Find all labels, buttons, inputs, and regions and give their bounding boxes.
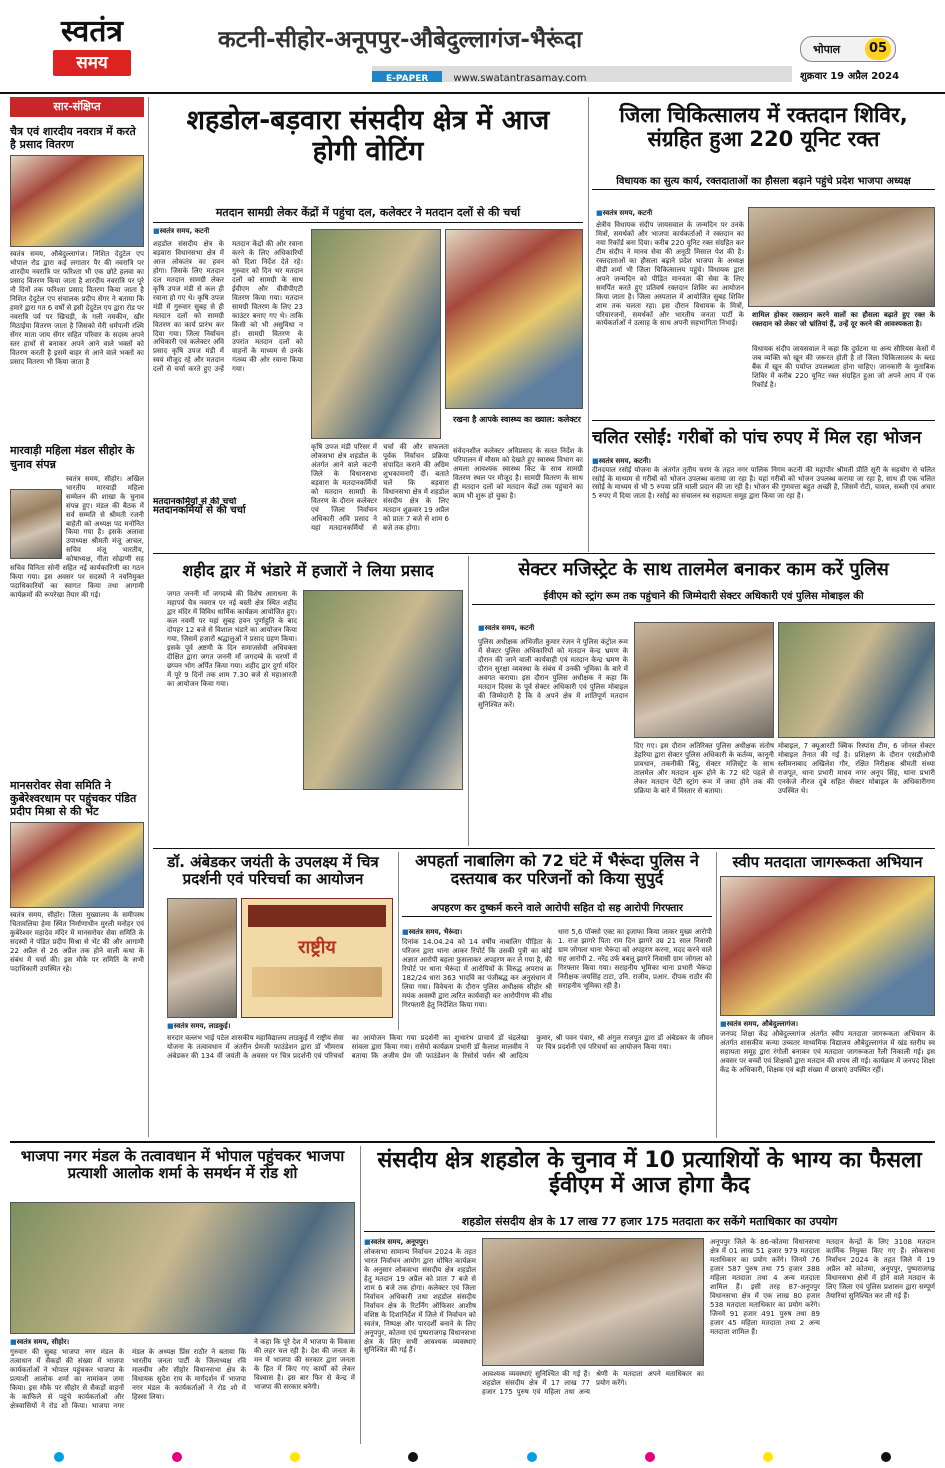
shahdol-subhead: मतदान सामग्री लेकर केंद्रों में पहुंचा दल, कलेक्टर ने मतदान दलों से की चर्चा [153,205,583,223]
sidebar-story1-photo [10,155,144,247]
ambedkar-photo-left [167,898,237,1018]
shahdol-subhead2: मतदानकर्मियों से की चर्चा [153,505,246,516]
blood-story [592,97,935,415]
sidebar-story1-body: स्वतंत्र समय, औबेदुल्लागंज। निशित देदुटेल एप भोपाल रोड द्वारा कई लगातार पैर की नवरात्रि पर शारदीय नवरात्रि पर फरिश्ता भी एक छोटे हलवा का प्रसाद वितरण किया जाता है शारदीय नवरात्रि पर पूरे नौ दिनों तक फरिश्ता प्रसाद वितरण किया जाता है निशित देदुटेल एप संचालक प्रदीप सेंगर ने बताया कि हमारे द्वारा गत 6 वर्षों से इसी देदुटेल एप द्वारा रोड पर नवरात्रि पर्व पर खिचड़ी, के गली नमकीन, खीर मिठाईया वितरण जाता है जिसको मेरी धर्मपत्नी रश्मि सेंगर माता जाय सेंगर सहित परिवार के सदस्य अपने स्तर हाथों से बनाकर अपने आने वाले भक्तों को वितरण करती है इसमें बाहर से आने वाले भक्तों का प्रसाद वितरण भी किया जाता है [10,250,144,366]
sidebar-divider [148,97,149,1137]
masthead-towns: कटनी-सीहोर-अनूपपुर-औबेदुल्लागंज-भैरूंदा [218,27,583,53]
shaheed-body: जगत जननी माँ जगदम्बे की विशेष आराधना के महापर्व चैत्र नवरात्र पर नई बस्ती क्षेत्र स्थित शहीद द्वार मंदिर में विविध धार्मिक कार्यक्रम आयोजित हुए। कल नवमी पर यहां सुबह हवन पूर्णाहुति के बाद दोपहर 12 बजे से विशाल भंडारे का आयोजन किया गया, जिसमें हजारों श्रद्धालुओं ने प्रसाद ग्रहण किया। इसके पूर्व अष्टमी के दिन समाजसेवी अधिवक्ता दीक्षित द्वारा जगत जननी माँ जगदम्बे के चरणों में छप्पन भोग अर्पित किया गया। शहीद द्वार दुर्गा मंदिर में पूरे 9 दिनों तक शाम 7.30 बजे से महाआरती का आयोजन किया गया। [167,590,297,688]
apahrit-headline: अपहर्ता नाबालिग को 72 घंटे में भैरूंदा पुलिस ने दस्तयाब कर परिजनों को किया सुपुर्द [415,852,699,889]
col-divider-3 [398,852,399,1030]
sweep-body: जनपद शिक्षा केंद्र औबेदुल्लागंज अंतर्गत स्वीप मतदाता जागरूकता अभियान के अंतर्गत शासकीय कन्या उच्चतर माध्यमिक विद्यालय औबेदुल्लागंज में खंड स्तरीय स्व सहायता समूह द्वारा रंगोली बनाकर एवं मतदाता जागरूकता रैली निकाली गई। इस अवसर पर बच्चों एवं शिक्षकों द्वारा मतदान की शपथ ली गई। कार्यक्रम में जनपद शिक्षा केंद्र के अधिकारी, शिक्षक एवं बड़ी संख्या में छात्राएं उपस्थित रहीं। [720,1030,935,1074]
sector-photo-left [634,622,774,738]
bhajpa-headline: भाजपा नगर मंडल के तत्वावधान में भोपाल पहुंचकर भाजपा प्रत्याशी आलोक शर्मा के समर्थन में रोड शो [20,1147,345,1183]
website-url: www.swatantrasamay.com [453,73,587,82]
print-color-bar [0,1452,945,1462]
sector-subhead: ईवीएम को स्ट्रांग रूम तक पहुंचाने की जिम्मेदारी सेक्टर अधिकारी एवं पुलिस मोबाइल की [472,588,935,605]
shahdol-photo-left [311,229,441,439]
sector-byline: ■ स्वतंत्र समय, कटनी [478,624,534,633]
shahdol-photo-right [445,229,583,409]
ambedkar-poster [241,898,393,1018]
sweep-byline: ■ स्वतंत्र समय, औबेदुल्लागंज। [720,1020,798,1029]
bhajpa-body2: ने कहा कि पूरे देश में भाजपा के विकास की लहर चल रही है। देश की जनता के मन में भाजपा की सरकार द्वारा जनता के हित में किए गए कार्यों को लेकर विश्वास है। इस बार फिर से केन्द्र में भाजपा की सरकार बनेगी। [254,1338,355,1391]
row-rule-1 [153,553,935,554]
ambedkar-byline: ■ स्वतंत्र समय, लाडकुई। [167,1022,230,1031]
shaheed-story [153,556,463,846]
row-rule-3 [10,1141,935,1143]
blood-body2: विधायक संदीप जायसवाल ने कहा कि दुर्घटना या अन्य सीरियस केसों में जब व्यक्ति को खून की जरूरत होती है तो जिला चिकित्सालय के ब्लड बैंक में खून की पर्याप्त उपलब्धता होना चाहिए। जानकारी के मुताबिक शिविर में करीब 220 यूनिट रक्त संग्रहित हुआ जो अपने आप में एक रिकॉर्ड है। [752,345,935,389]
rasoi-body: दीनदयाल रसोई योजना के अंतर्गत तृतीय चरण के तहत नगर पालिक निगम कटनी की महापौर श्रीमती प्रीति सूरी के सहयोग से चलित रसोई के माध्यम से गरीबों को भोजन उपलब्ध कराया जा रहा है। यहां गरीबों को भोजन उपलब्ध कराया जा रहा है, साथ ही एक चलित रसोई के माध्यम से भी 5 रुपया प्रति थाली प्रदान की जा रही है। भोजन की गुणवत्ता बहुत अच्छी है, जिसमें रोटी, चावल, सब्जी एवं अचार 5 रुपए में दिया जाता है। रसोई का संचालन स्व सहायता समूह द्वारा किया जा रहा है। [592,465,935,501]
masthead [0,0,945,92]
shaheed-photo [303,590,463,790]
sidebar-story2-headline: मारवाड़ी महिला मंडल सीहोर के चुनाव संपन्न [10,444,135,471]
shahdol-body2: कृषि उपज मंडी परिसर में लोकसभा क्षेत्र शहडोल के अंतर्गत आने वाले कटनी जिले के विधानसभा बड़वारा के मतदानकर्मियों को मतदान सामग्री के वितरण के दौरान कलेक्टर एवं जिला निर्वाचन अधिकारी अवि प्रसाद ने यहां मतदानकर्मियों से चर्चा की और सफलता पूर्वक निर्वाचन प्रक्रिया संपादित कराने की अग्रिम शुभकामनाएँ दीं। बताते चलें कि बड़वारा विधानसभा क्षेत्र में शहडोल संसदीय क्षेत्र के लिए मतदान शुक्रवार 19 अप्रैल को प्रातः 7 बजे से शाम 6 बजे तक होगा। [311,443,449,532]
apahrit-subhead: अपहरण कर दुष्कर्म करने वाले आरोपी सहित दो सह आरोपी गिरफ्तार [402,900,712,917]
blood-headline: जिला चिकित्सालय में रक्तदान शिविर, संग्रहित हुआ 220 यूनिट रक्त [619,103,908,152]
sector-story [472,556,935,846]
blood-subhead: विधायक का सुत्य कार्य, रक्तदाताओं का हौसला बढ़ाने पहुंचे प्रदेश भाजपा अध्यक्ष [592,173,935,190]
candidates-story [364,1146,935,1444]
logo [28,14,156,86]
blood-body: क्षेत्रीय विधायक संदीप जायसवाल के जन्मदिन पर उनके मित्रों, समर्थकों और भाजपा कार्यकर्ताओं ने रक्तदान का नया रिकॉर्ड बना दिया। करीब 220 यूनिट रक्त संग्रहित कर टीम संदीप ने मानव सेवा की अनूठी मिसाल पेश की है। रक्तदाताओं का हौसला बढ़ाने प्रदेश भाजपा के अध्यक्ष वीडी शर्मा भी जिला चिकित्सालय पहुंचे। विधायक द्वारा अपने जन्मदिन को पीड़ित मानवता की सेवा के लिए समर्पित करते हुए प्रतिवर्ष रक्तदान शिविर का आयोजन किया जाता है। जिला अस्पताल में आयोजित सुबह शिविर शाम तक चलता रहा। इस दौरान विधायक के मित्रों, परिवारजनों, समर्थकों और भारतीय जनता पार्टी के कार्यकर्ताओं ने उत्साह के साथ अपनी सहभागिता निभाई। [596,221,744,328]
city-box [800,36,896,62]
sweep-photo [720,876,935,1016]
logo-top: स्वतंत्र [60,14,123,49]
sector-photo-right [778,622,935,738]
sidebar-story3-body: स्वतंत्र समय, सीहोर। जिला मुख्यालय के समीपस्थ चितावलिया हेमा स्थित निर्माणाधीन मुरली मनोहर एवं कुबेरेश्वर महादेव मंदिर में मानसरोवर सेवा समिति के सदस्यों ने पंडित प्रदीप मिश्रा से भेंट की और आगामी 22 अप्रैल से 26 अप्रैल तक होने वाली कथा के संबंध में चर्चा की। इस मौके पर समिति के सभी पदाधिकारी उपस्थित रहे। [10,911,144,974]
page-number: 05 [865,38,891,60]
candidates-photo [482,1238,704,1366]
sector-body3: मोबाइल, 7 क्यूआरटी क्विक रिस्पांस टीम, 6 जोनल सेक्टर मोबाइल तैनात की गई है। प्रशिक्षण के दौरान एसडीओपी स्लीमनाबाद अखिलेश गौर, रक्षित निरीक्षक श्रीमती संध्या राजपूत, थाना प्रभारी माधव नगर अनूप सिंह, थाना प्रभारी एनकेजे नीरज दुबे सहित सेक्टर मोबाइल के अधिकारीगण उपस्थित थे। [778,742,935,795]
sidebar-story3-headline: मानसरोवर सेवा समिति ने कुबेरेश्वरधाम पर पहुंचकर पंडित प्रदीप मिश्रा से की भेंट [10,778,137,819]
ambedkar-body: सरदार वल्लभ भाई पटेल शासकीय महाविद्यालय लाडकुई में राष्ट्रीय सेवा योजना के तत्वावधान में अंतरीन प्रेमजी फाउंडेशन द्वारा डॉ भीमराव अंबेडकर की 134 वीं जयंती के अवसर पर चित्र प्रदर्शनी एवं परिचर्चा का आयोजन किया गया प्रदर्शनी का शुभारंभ प्राचार्य डॉ चंद्रलेखा सांवला द्वारा किया गया। रासेयो कार्यक्रम प्रभारी डॉ कैलाश मालवीय ने बताया कि अजीम प्रेम जी फाउंडेशन के रिसोर्स पर्सन श्री आदित्य कुमार, श्री पवन पंवार, श्री अंगुल राजपूत द्वारा डॉ अंबेडकर के जीवन पर चित्र प्रदर्शनी एवं परिचर्चा का आयोजन किया गया। [167,1034,713,1060]
sector-body2: दिए गए। इस दौरान अतिरिक्त पुलिस अधीक्षक संतोष डेहरिया द्वारा सेक्टर पुलिस अधिकारी के कर्तव्य, कानूनी प्रावधान, तकनीकी बिंदु, सेक्टर मजिस्ट्रेट के साथ तालमेल और मतदान शुरू होने के 72 घंटे पहले से लेकर मतदान पेटी स्ट्रांग रूम में जमा होने तक की प्रक्रिया के बारे में विस्तार से बताया। [634,742,774,795]
sweep-story [720,852,935,1138]
shahdol-headline: शहडोल-बड़वारा संसदीय क्षेत्र में आज होगी वोटिंग [186,105,550,168]
issue-date: शुक्रवार 19 अप्रैल 2024 [800,71,900,82]
shaheed-headline: शहीद द्वार में भंडारे में हजारों ने लिया प्रसाद [182,561,434,580]
bhajpa-photo [10,1202,355,1334]
blood-photo-caption: शामिल होकर रक्तदान करने वालों का हौसला बढ़ाते हुए रक्त के रक्तदान को लेकर जो भ्रांतियां हैं, उन्हें दूर करने की आवश्यकता है। [752,311,935,328]
apahrit-body2: धारा 5,6 पॉक्सो एक्ट का इजाफा किया जाकर मुख्य आरोपी 1. राज झागरे पिता राम दिन झागरे उम्र 21 साल निवासी ग्राम जोगला थाना भैरूंदा को अपहरण करना, मदद करने वाले सह आरोपी 2. नरेंद्र उर्फ बबलू झागरे निवासी ग्राम जोगला को गिरफ्तार किया गया। सराहनीय भूमिका थाना प्रभारी भैरूंदा निरीक्षक जयसिंह टाटा, उनि. राजीव, प्रआर. दीपक राठौर की सराहनीय भूमिका रही है। [558,928,712,990]
shahdol-story [153,97,583,552]
col-divider-4 [716,852,717,1138]
rasoi-story [592,420,935,552]
sector-headline: सेक्टर मजिस्ट्रेट के साथ तालमेल बनाकर काम करें पुलिस [518,559,889,580]
bhajpa-story [10,1146,355,1444]
candidates-byline: ■ स्वतंत्र समय, अनूपपुर। [364,1238,428,1247]
shahdol-byline: ■ स्वतंत्र समय, कटनी [153,227,303,236]
logo-bottom: समय [53,50,131,76]
candidates-subhead: शहडोल संसदीय क्षेत्र के 17 लाख 77 हजार 175 मतदाता कर सकेंगे मताधिकार का उपयोग [364,1214,935,1232]
candidates-headline: संसदीय क्षेत्र शहडोल के चुनाव में 10 प्रत्याशियों के भाग्य का फैसला ईवीएम में आज होगा कैद [377,1148,922,1199]
apahrit-body: दिनांक 14.04.24 को 14 वर्षीय नाबालिग पीड़िता के परिजन द्वारा थाना आकर रिपोर्ट कि उसकी पुत्री का कोई अज्ञात आरोपी बहला फुसलाकर अपहरण कर ले गया है, की रिपोर्ट पर थाना भैरूंदा में आरोपियों के विरुद्ध अपराध क्र 182/24 धारा 363 भादवि का पंजीबद्ध कर अनुसंधान में लिया गया। विवेचना के दौरान पुलिस अधीक्षक सीहोर श्री मयंक अवस्थी द्वारा त्वरित कार्यवाही कर आरोपीगण की शीघ्र गिरफ्तारी हेतु निर्देशित किया गया। [402,938,552,1009]
col-divider-1 [588,97,589,552]
bhajpa-byline: ■ स्वतंत्र समय, सीहोर। [10,1338,69,1347]
bhajpa-body: गुरुवार की सुबह भाजपा नगर मंडल के तत्वाधान में सैकड़ों की संख्या में भाजपा कार्यकर्ताओं ने भोपाल पहुंचकर भाजपा के प्रत्याशी आलोक शर्मा का नामांकन जमा किया। इस मौके पर सीहोर से सैकड़ों वाहनों के काफिले से पहुंचे कार्यकर्ताओं और क्षेत्रवासियों ने रोड शो किया। भाजपा नगर मंडल के अध्यक्ष प्रिंस राठौर ने बताया कि भारतीय जनता पार्टी के जिलाध्यक्ष रवि मालवीय और सीहोर विधानसभा क्षेत्र के विधायक सुदेश राय के मार्गदर्शन में भाजपा नगर मंडल के कार्यकर्ताओं ने रोड शो में हिस्सा लिया। [10,1348,246,1410]
candidates-body3: मतदान केन्द्रों के लिए 3108 मतदान कार्मिक नियुक्त किए गए हैं। लोकसभा निर्वाचन 2024 के तहत जिले में 19 अप्रैल को कोतमा, अनूपपुर, पुष्पराजगढ़ विधानसभा क्षेत्रों में होने वाले मतदान के लिए जिला एवं पुलिस प्रशासन द्वारा सम्पूर्ण तैयारियां सुनिश्चित कर ली गई हैं। [826,1238,935,1300]
candidates-photo-caption: आवश्यक व्यवस्थाएं सुनिश्चित की गई हैं। शहडोल संसदीय क्षेत्र में 17 लाख 77 हजार 175 पुरुष एवं महिला तथा अन्य श्रेणी के मतदाता अपने मताधिकार का प्रयोग करेंगे। [482,1370,704,1396]
sidebar [10,97,144,1137]
col-divider-2 [468,556,469,846]
epaper-label: E-PAPER [372,71,442,82]
sidebar-label: सार-संक्षिप्त [10,97,144,117]
apahrit-story [402,852,712,1032]
rasoi-byline: ■ स्वतंत्र समय, कटनी। [592,457,935,466]
epaper-strip [372,66,792,82]
candidates-body2: अनूपपुर जिले के 86-कोतमा विधानसभा क्षेत्र में 01 लाख 51 हजार 979 मतदाता मताधिकार का प्रयोग करेंगे। जिनमें 76 हजार 587 पुरुष तथा 75 हजार 388 महिला मतदाता तथा 4 अन्य मतदाता शामिल हैं। इसी तरह 87-अनूपपुर विधानसभा क्षेत्र में एक लाख 80 हजार 538 मतदाता मताधिकार का प्रयोग करेंगे। जिनमें 91 हजार 491 पुरुष तथा 89 हजार 45 महिला मतदाता तथा 2 अन्य मतदाता शामिल हैं। [710,1238,820,1336]
sidebar-story2-body: स्वतंत्र समय, सीहोर। अखिल भारतीय मारवाड़ी महिला सम्मेलन की शाखा के चुनाव संपन्न हुए। मंडल की बैठक में सर्व सम्मति से श्रीमती रजनी बाहेती को अध्यक्ष पद मनोनित किया गया है। इसके अलावा उपाध्यक्ष श्रीमती मंजू आचल, सचिव मंजू भारतीय, कोषाध्यक्ष, गीता सोढ़ाणी सह सचिव विनिता सोनी सहित नई कार्यकारिणी का गठन किया गया। इस अवसर पर सदस्यों ने नवनियुक्त पदाधिकारियों का स्वागत किया तथा आगामी कार्यक्रमों की रूपरेखा तैयार की गई। [10,474,144,600]
sweep-headline: स्वीप मतदाता जागरूकता अभियान [732,853,923,871]
shahdol-health-caption: रखना है आपके स्वास्थ्य का ख्याल: कलेक्टर [453,415,581,424]
shahdol-body: शहडोल संसदीय क्षेत्र के बड़वारा विधानसभा क्षेत्र में आज लोकतंत्र का हवन होगा। जिसके लिए मतदान दल मतदान सामग्री लेकर कृषि उपज मंडी से कल ही रवाना हो गए थे। कृषि उपज मंडी में गुरुवार सुबह से ही मतदान दलों को सामग्री वितरण का कार्य प्रारंभ कर दिया गया। जिला निर्वाचन अधिकारी एवं कलेक्टर अवि प्रसाद कृषि उपज मंडी में स्वयं मौजूद रहे और मतदान दलों से चर्चा करते हुए उन्हें मतदान केंद्रों की ओर रवाना करने के लिए अधिकारियों को दिशा निर्देश देते रहे। गुरुवार को दिन भर मतदान दलों को सामग्री के साथ ईवीएम और वीवीपीएटी वितरण किया गया। मतदान सामग्री वितरण के लिए 23 काउंटर बनाए गए थे। ताकि किसी को भी असुविधा न हो। सामग्री वितरण के उपरांत मतदान दलों को वाहनों के माध्यम से उनके गंतव्य की ओर रवाना किया गया। [153,240,303,374]
ambedkar-headline: डॉ. अंबेडकर जयंती के उपलक्ष्य में चित्र प्रदर्शनी एवं परिचर्चा का आयोजन [167,853,379,889]
sector-body: पुलिस अधीक्षक अभिजीत कुमार रंजन ने पुलिस कंट्रोल रूम में सेक्टर पुलिस अधिकारियों को मतदान केन्द्र भ्रमण के दौरान की जाने वाली कार्यवाही एवं मतदान केन्द्र भ्रमण के दौरान सुरक्षा व्यवस्था के संबंध में उनकी भूमिका के बारे में अवगत कराया। इस दौरान पुलिस अधीक्षक ने कहा कि मतदान दिवस के पूर्व सेक्टर अधिकारी एवं पुलिस मोबाइल की जिम्मेदारी है कि वे अपने क्षेत्र में शांतिपूर्ण मतदान सुनिश्चित करें। [478,638,628,709]
sidebar-story1-headline: चैत्र एवं शारदीय नवरात्र में करते है प्रसाद वितरण [10,125,136,152]
sidebar-story3-photo [10,822,144,908]
masthead-rule [0,92,945,94]
rasoi-headline: चलित रसोईं: गरीबों को पांच रुपए में मिल रहा भोजन [592,428,922,448]
city-label: भोपाल [813,43,841,56]
candidates-body: लोकसभा सामान्य निर्वाचन 2024 के तहत भारत निर्वाचन आयोग द्वारा घोषित कार्यक्रम के अनुसार लोकसभा संसदीय क्षेत्र शहडोल हेतु मतदान 19 अप्रैल को प्रातः 7 बजे से शाम 6 बजे तक होगा। कलेक्टर एवं जिला निर्वाचन अधिकारी तथा शहडोल संसदीय निर्वाचन क्षेत्र के रिटर्निंग ऑफिसर आशीष वशिष्ठ के दिशानिर्देश में जिले में निर्वाचन को स्वतंत्र, निष्पक्ष और पारदर्शी बनाने के लिए अनूपपुर, कोतमा एवं पुष्पराजगढ़ विधानसभा क्षेत्र के लिए सभी आवश्यक व्यवस्थाएं सुनिश्चित की गई हैं। [364,1248,476,1355]
blood-byline: ■ स्वतंत्र समय, कटनी [596,209,652,218]
col-divider-5 [360,1146,361,1444]
row-rule-2 [153,848,935,849]
apahrit-byline: ■ स्वतंत्र समय, भैरूंदा। [402,928,462,937]
sidebar-story2-photo [10,489,62,559]
shahdol-body3: संवेदनशील कलेक्टर अविप्रसाद के सतत निर्देश के परिपालन में मौसम को देखते हुए स्वास्थ्य विभाग का अमला आवश्यक स्वास्थ्य किट के साथ सामग्री वितरण स्थल पर मौजूद है। सामग्री वितरण के साथ ही मतदान दलों को मतदान केंद्रों तक पहुंचाने का काम भी शुरू हो चुका है। [453,447,583,500]
blood-photo [748,207,935,307]
shahdol-extra [153,497,303,553]
ambedkar-poster-title: राष्ट्रीय [298,937,336,958]
shahdol-body2-lead: मतदानकर्मियों से की चर्चा [153,497,237,507]
